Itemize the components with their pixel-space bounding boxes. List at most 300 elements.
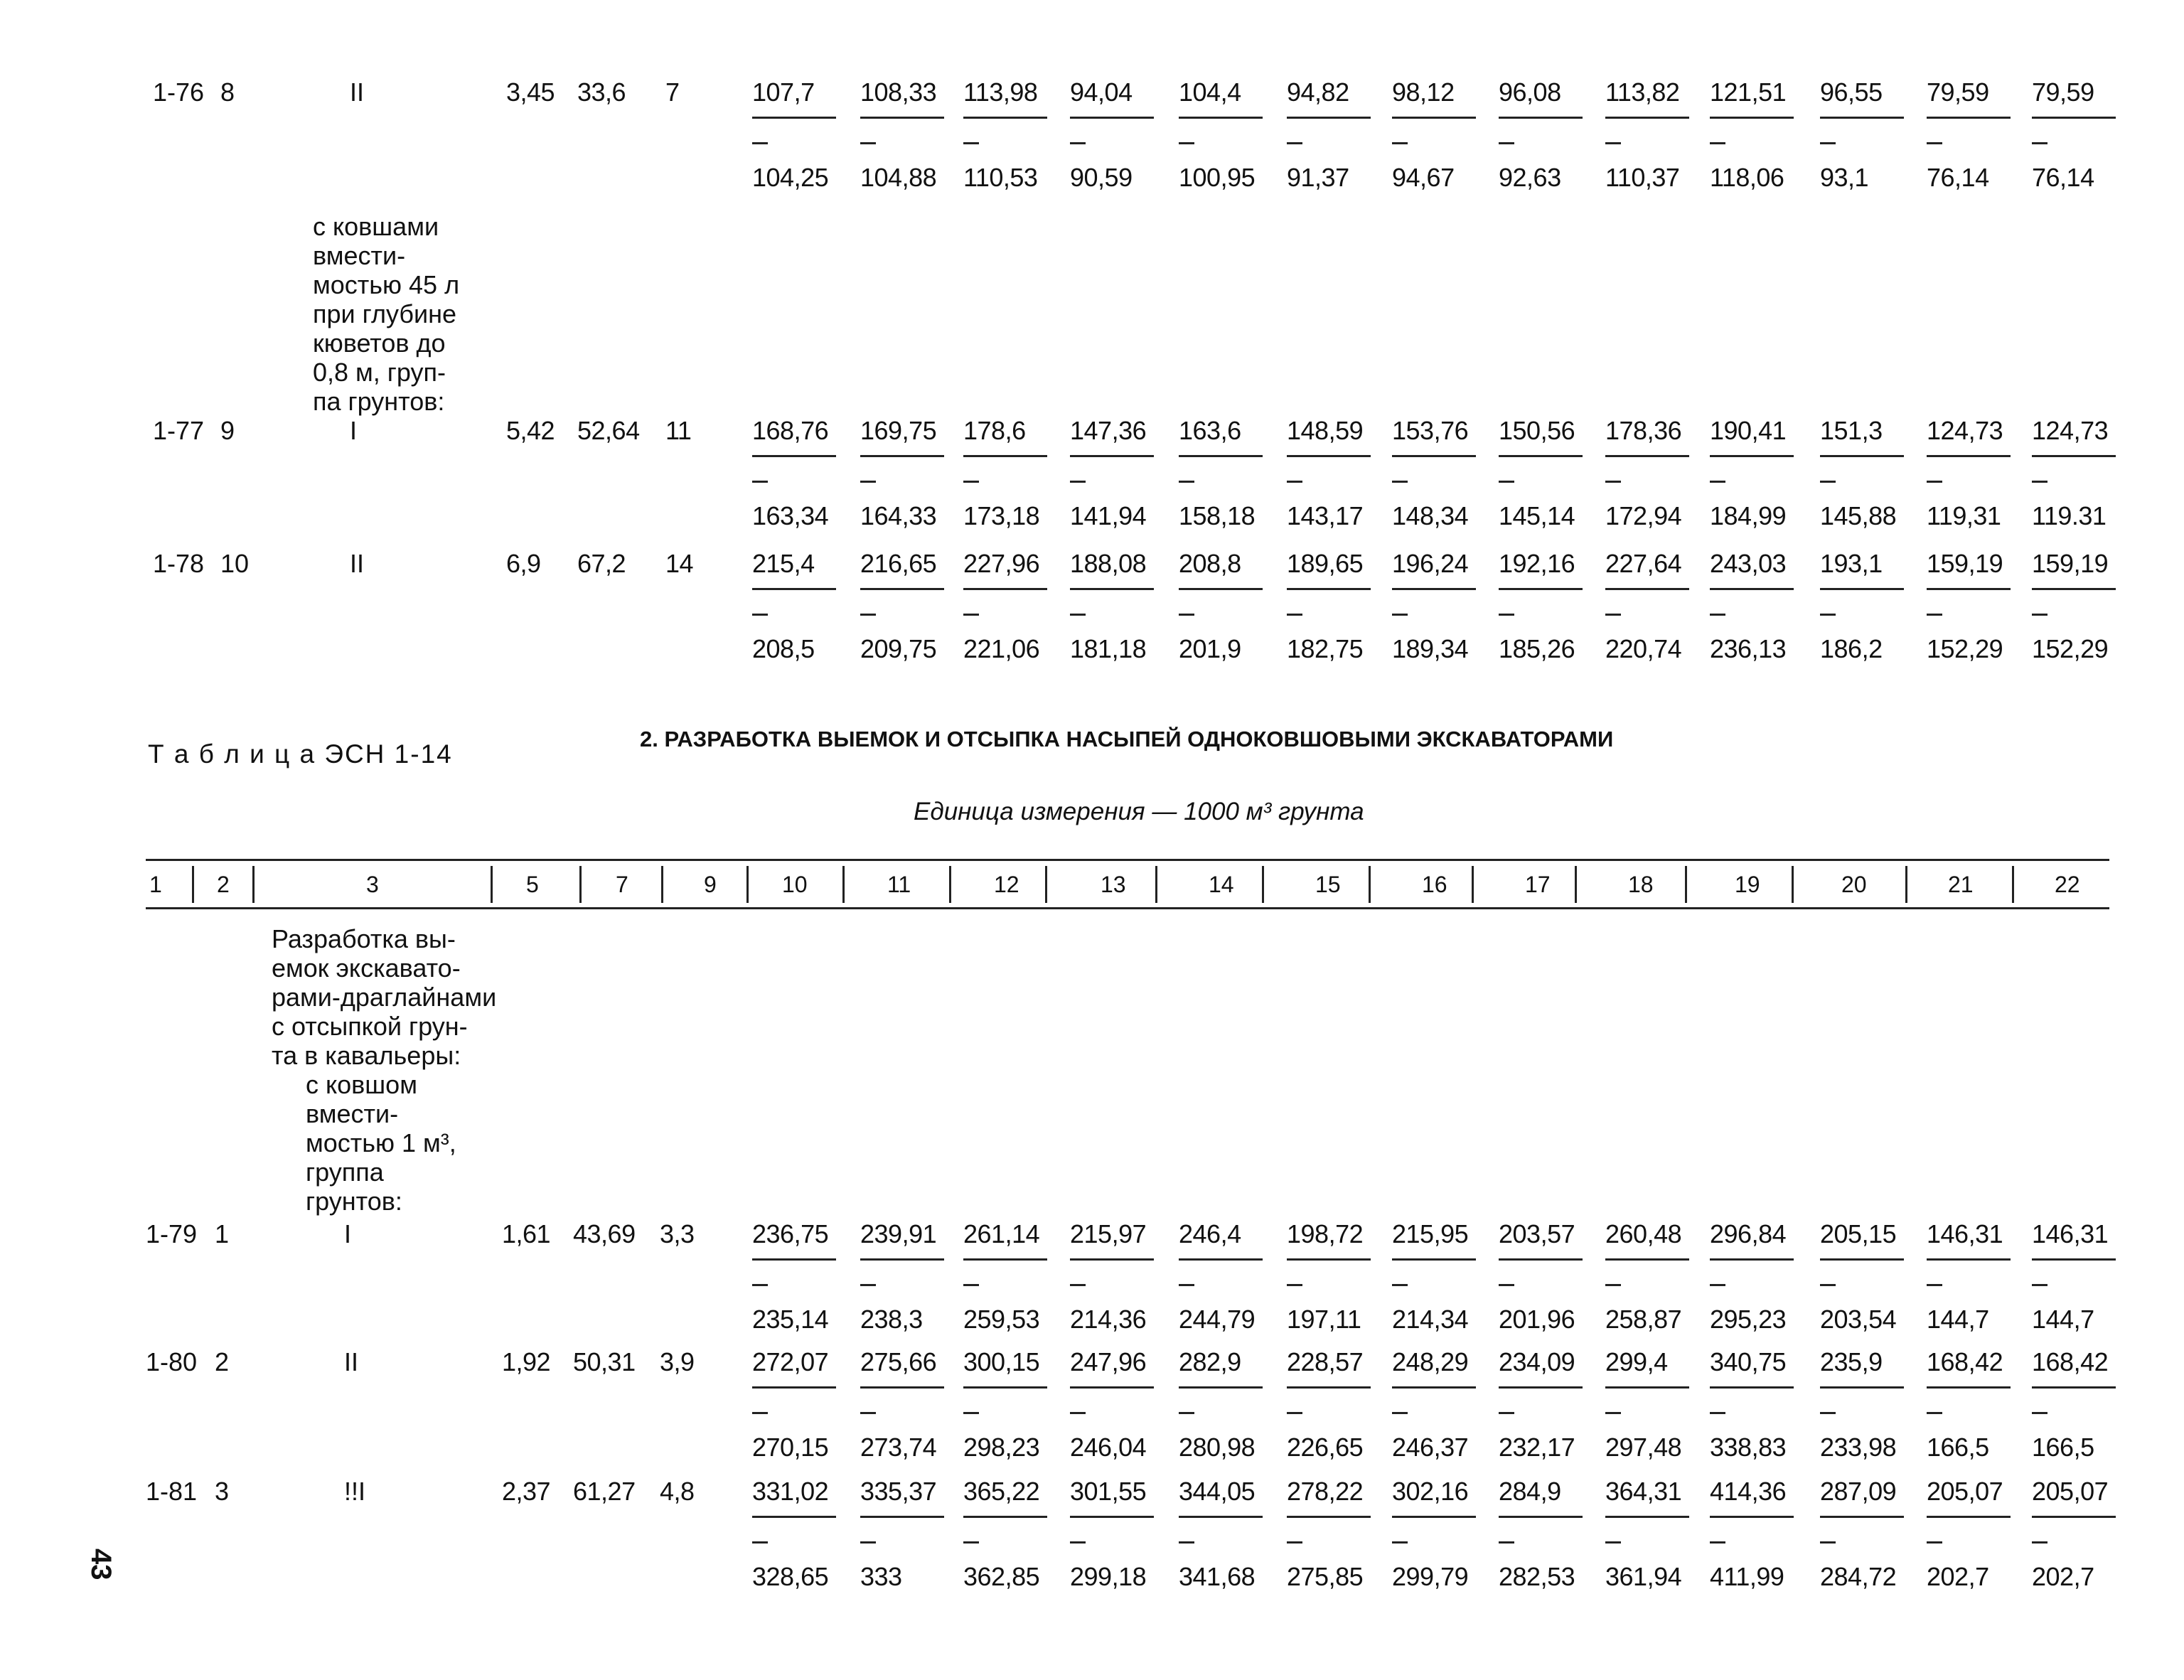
minus-sign xyxy=(1179,1541,1194,1543)
value-numerator: 205,07 xyxy=(2032,1477,2109,1506)
row-code: 1-79 xyxy=(146,1219,198,1248)
fraction-bar xyxy=(1179,455,1263,457)
fraction-bar xyxy=(1179,1516,1263,1518)
header-divider xyxy=(2012,866,2014,903)
col-9-value: 11 xyxy=(665,416,692,445)
fraction-bar xyxy=(752,1258,836,1261)
header-divider xyxy=(1472,866,1474,903)
value-numerator: 169,75 xyxy=(860,416,937,445)
header-divider xyxy=(1262,866,1264,903)
fraction-bar xyxy=(1499,588,1583,590)
value-denominator: 208,5 xyxy=(752,634,815,663)
fraction-bar xyxy=(752,1386,836,1389)
header-divider xyxy=(746,866,749,903)
fraction-bar xyxy=(1820,588,1904,590)
value-denominator: 233,98 xyxy=(1820,1433,1897,1462)
value-denominator: 173,18 xyxy=(963,501,1040,530)
desc-line: та в кавальеры: xyxy=(272,1041,461,1070)
minus-sign xyxy=(1499,1412,1514,1414)
value-numerator: 205,07 xyxy=(1927,1477,2003,1506)
value-numerator: 124,73 xyxy=(1927,416,2003,445)
fraction-bar xyxy=(1710,1386,1794,1389)
fraction-bar xyxy=(1287,1386,1371,1389)
row-code: 1-77 xyxy=(153,416,205,445)
minus-sign xyxy=(1287,1284,1302,1286)
col-5-value: 3,45 xyxy=(506,77,555,107)
header-col: 22 xyxy=(2055,872,2080,897)
col-9-value: 14 xyxy=(665,549,694,578)
value-denominator: 259,53 xyxy=(963,1305,1040,1334)
row-number: 2 xyxy=(215,1347,230,1376)
value-denominator: 411,99 xyxy=(1710,1562,1784,1591)
value-numerator: 108,33 xyxy=(860,77,937,107)
col-9-value: 7 xyxy=(665,77,680,107)
minus-sign xyxy=(2032,614,2048,616)
value-denominator: 246,04 xyxy=(1070,1433,1147,1462)
fraction-bar xyxy=(963,1258,1047,1261)
desc-line: мостью 1 м³, xyxy=(306,1128,456,1157)
value-denominator: 172,94 xyxy=(1605,501,1682,530)
minus-sign xyxy=(963,481,979,483)
fraction-bar xyxy=(1070,1386,1154,1389)
value-denominator: 152,29 xyxy=(2032,634,2109,663)
fraction-bar xyxy=(2032,1386,2116,1389)
header-divider xyxy=(661,866,663,903)
minus-sign xyxy=(1605,614,1621,616)
value-denominator: 182,75 xyxy=(1287,634,1364,663)
soil-group: II xyxy=(350,549,365,578)
fraction-bar xyxy=(1392,1386,1476,1389)
value-numerator: 364,31 xyxy=(1605,1477,1682,1506)
fraction-bar xyxy=(2032,1516,2116,1518)
value-denominator: 145,88 xyxy=(1820,501,1897,530)
soil-group: II xyxy=(350,77,365,107)
fraction-bar xyxy=(860,1386,944,1389)
header-top-rule xyxy=(146,859,2109,861)
minus-sign xyxy=(2032,1541,2048,1543)
value-denominator: 144,7 xyxy=(1927,1305,1989,1334)
value-denominator: 362,85 xyxy=(963,1562,1040,1591)
header-col: 18 xyxy=(1628,872,1654,897)
value-numerator: 124,73 xyxy=(2032,416,2109,445)
desc-line: при глубине xyxy=(313,299,457,328)
value-denominator: 298,23 xyxy=(963,1433,1040,1462)
value-denominator: 119,31 xyxy=(1927,501,2001,530)
header-divider xyxy=(949,866,951,903)
header-col: 9 xyxy=(704,872,717,897)
fraction-bar xyxy=(860,455,944,457)
value-denominator: 299,18 xyxy=(1070,1562,1147,1591)
row-code: 1-81 xyxy=(146,1477,198,1506)
minus-sign xyxy=(860,1284,876,1286)
row-code: 1-80 xyxy=(146,1347,198,1376)
minus-sign xyxy=(1710,614,1725,616)
value-denominator: 91,37 xyxy=(1287,163,1349,192)
value-numerator: 178,36 xyxy=(1605,416,1682,445)
value-numerator: 414,36 xyxy=(1710,1477,1787,1506)
desc-line: па грунтов: xyxy=(313,387,445,416)
fraction-bar xyxy=(1605,1386,1689,1389)
fraction-bar xyxy=(2032,117,2116,119)
value-numerator: 215,97 xyxy=(1070,1219,1147,1248)
section-title: 2. РАЗРАБОТКА ВЫЕМОК И ОТСЫПКА НАСЫПЕЙ ОДНОКОВШОВЫМИ ЭКСКАВАТОРАМИ xyxy=(640,727,1614,751)
minus-sign xyxy=(1392,481,1408,483)
minus-sign xyxy=(752,1284,768,1286)
value-denominator: 202,7 xyxy=(2032,1562,2094,1591)
fraction-bar xyxy=(1710,1258,1794,1261)
top-description xyxy=(313,212,459,416)
minus-sign xyxy=(963,614,979,616)
minus-sign xyxy=(1179,614,1194,616)
col-5-value: 1,61 xyxy=(502,1219,551,1248)
desc-line: емок экскавато- xyxy=(272,953,461,983)
value-denominator: 202,7 xyxy=(1927,1562,1989,1591)
value-denominator: 189,34 xyxy=(1392,634,1469,663)
value-denominator: 221,06 xyxy=(963,634,1040,663)
header-divider xyxy=(842,866,845,903)
value-numerator: 113,98 xyxy=(963,77,1038,107)
fraction-bar xyxy=(1605,1516,1689,1518)
fraction-bar xyxy=(963,1386,1047,1389)
col-9-value: 4,8 xyxy=(660,1477,695,1506)
value-numerator: 228,57 xyxy=(1287,1347,1364,1376)
minus-sign xyxy=(1499,481,1514,483)
fraction-bar xyxy=(1927,588,2011,590)
fraction-bar xyxy=(1710,455,1794,457)
value-numerator: 192,16 xyxy=(1499,549,1575,578)
fraction-bar xyxy=(1287,1516,1371,1518)
row-code: 1-78 xyxy=(153,549,205,578)
value-numerator: 163,6 xyxy=(1179,416,1241,445)
fraction-bar xyxy=(1070,1516,1154,1518)
value-denominator: 258,87 xyxy=(1605,1305,1682,1334)
header-col: 1 xyxy=(149,872,162,897)
value-numerator: 168,42 xyxy=(1927,1347,2003,1376)
fraction-bar xyxy=(1499,1258,1583,1261)
fraction-bar xyxy=(1820,455,1904,457)
minus-sign xyxy=(1499,142,1514,144)
value-numerator: 335,37 xyxy=(860,1477,937,1506)
header-col: 7 xyxy=(616,872,628,897)
minus-sign xyxy=(1070,614,1086,616)
value-denominator: 209,75 xyxy=(860,634,937,663)
value-denominator: 141,94 xyxy=(1070,501,1147,530)
header-divider xyxy=(192,866,194,903)
minus-sign xyxy=(1499,614,1514,616)
value-denominator: 214,36 xyxy=(1070,1305,1147,1334)
value-denominator: 186,2 xyxy=(1820,634,1883,663)
value-numerator: 205,15 xyxy=(1820,1219,1897,1248)
row-number: 1 xyxy=(215,1219,230,1248)
value-numerator: 94,04 xyxy=(1070,77,1133,107)
value-numerator: 150,56 xyxy=(1499,416,1575,445)
fraction-bar xyxy=(2032,1258,2116,1261)
value-denominator: 197,11 xyxy=(1287,1305,1361,1334)
minus-sign xyxy=(1070,481,1086,483)
col-7-value: 67,2 xyxy=(577,549,626,578)
value-denominator: 145,14 xyxy=(1499,501,1575,530)
fraction-bar xyxy=(1392,455,1476,457)
col-7-value: 52,64 xyxy=(577,416,640,445)
value-numerator: 215,4 xyxy=(752,549,815,578)
minus-sign xyxy=(1392,142,1408,144)
value-denominator: 144,7 xyxy=(2032,1305,2094,1334)
fraction-bar xyxy=(752,455,836,457)
minus-sign xyxy=(1820,142,1836,144)
minus-sign xyxy=(963,1541,979,1543)
value-numerator: 190,41 xyxy=(1710,416,1787,445)
desc-line: кюветов до xyxy=(313,328,446,358)
row-code: 1-76 xyxy=(153,77,205,107)
value-denominator: 270,15 xyxy=(752,1433,829,1462)
desc-line: с ковшами xyxy=(313,212,439,241)
value-denominator: 297,48 xyxy=(1605,1433,1682,1462)
value-numerator: 302,16 xyxy=(1392,1477,1469,1506)
fraction-bar xyxy=(1927,117,2011,119)
header-divider xyxy=(1792,866,1794,903)
header-divider xyxy=(579,866,582,903)
fraction-bar xyxy=(963,588,1047,590)
fraction-bar xyxy=(1927,455,2011,457)
col-5-value: 2,37 xyxy=(502,1477,551,1506)
value-numerator: 151,3 xyxy=(1820,416,1883,445)
value-numerator: 159,19 xyxy=(2032,549,2109,578)
value-numerator: 215,95 xyxy=(1392,1219,1469,1248)
value-numerator: 331,02 xyxy=(752,1477,829,1506)
minus-sign xyxy=(752,614,768,616)
minus-sign xyxy=(2032,1412,2048,1414)
minus-sign xyxy=(1927,1284,1942,1286)
value-numerator: 272,07 xyxy=(752,1347,829,1376)
minus-sign xyxy=(1287,1541,1302,1543)
fraction-bar xyxy=(2032,588,2116,590)
minus-sign xyxy=(1710,1541,1725,1543)
value-denominator: 119.31 xyxy=(2032,501,2107,530)
value-denominator: 76,14 xyxy=(1927,163,1989,192)
value-denominator: 104,88 xyxy=(860,163,937,192)
value-numerator: 168,76 xyxy=(752,416,829,445)
value-denominator: 93,1 xyxy=(1820,163,1869,192)
minus-sign xyxy=(1179,1412,1194,1414)
value-denominator: 282,53 xyxy=(1499,1562,1575,1591)
value-denominator: 333 xyxy=(860,1562,902,1591)
desc-line: с ковшом xyxy=(306,1070,417,1099)
value-numerator: 121,51 xyxy=(1710,77,1787,107)
minus-sign xyxy=(1392,614,1408,616)
fraction-bar xyxy=(1287,455,1371,457)
value-denominator: 235,14 xyxy=(752,1305,829,1334)
fraction-bar xyxy=(1287,1258,1371,1261)
value-numerator: 248,29 xyxy=(1392,1347,1469,1376)
value-numerator: 159,19 xyxy=(1927,549,2003,578)
value-numerator: 227,96 xyxy=(963,549,1040,578)
minus-sign xyxy=(1070,1284,1086,1286)
fraction-bar xyxy=(752,588,836,590)
fraction-bar xyxy=(860,1516,944,1518)
header-col: 12 xyxy=(994,872,1019,897)
value-numerator: 235,9 xyxy=(1820,1347,1883,1376)
value-denominator: 92,63 xyxy=(1499,163,1561,192)
row-number: 3 xyxy=(215,1477,230,1506)
value-numerator: 104,4 xyxy=(1179,77,1241,107)
value-denominator: 295,23 xyxy=(1710,1305,1787,1334)
col-7-value: 50,31 xyxy=(573,1347,636,1376)
desc-line: вмести- xyxy=(313,241,406,270)
value-denominator: 90,59 xyxy=(1070,163,1133,192)
fraction-bar xyxy=(752,1516,836,1518)
minus-sign xyxy=(1710,1412,1725,1414)
value-numerator: 113,82 xyxy=(1605,77,1680,107)
value-denominator: 148,34 xyxy=(1392,501,1469,530)
desc-line: грунтов: xyxy=(306,1187,402,1216)
fraction-bar xyxy=(1605,1258,1689,1261)
minus-sign xyxy=(1605,142,1621,144)
minus-sign xyxy=(1710,142,1725,144)
value-denominator: 220,74 xyxy=(1605,634,1682,663)
value-numerator: 260,48 xyxy=(1605,1219,1682,1248)
header-divider xyxy=(252,866,255,903)
value-numerator: 296,84 xyxy=(1710,1219,1787,1248)
row-number: 10 xyxy=(220,549,250,578)
value-denominator: 214,34 xyxy=(1392,1305,1469,1334)
value-denominator: 361,94 xyxy=(1605,1562,1682,1591)
minus-sign xyxy=(860,142,876,144)
value-numerator: 234,09 xyxy=(1499,1347,1575,1376)
header-col: 17 xyxy=(1525,872,1551,897)
value-denominator: 185,26 xyxy=(1499,634,1575,663)
value-numerator: 284,9 xyxy=(1499,1477,1561,1506)
minus-sign xyxy=(1927,1541,1942,1543)
minus-sign xyxy=(752,1541,768,1543)
fraction-bar xyxy=(1820,1386,1904,1389)
minus-sign xyxy=(1179,142,1194,144)
fraction-bar xyxy=(963,455,1047,457)
value-denominator: 110,53 xyxy=(963,163,1038,192)
value-numerator: 178,6 xyxy=(963,416,1026,445)
col-7-value: 43,69 xyxy=(573,1219,636,1248)
value-denominator: 163,34 xyxy=(752,501,829,530)
fraction-bar xyxy=(1499,1386,1583,1389)
value-numerator: 243,03 xyxy=(1710,549,1787,578)
minus-sign xyxy=(1499,1541,1514,1543)
fraction-bar xyxy=(1287,588,1371,590)
fraction-bar xyxy=(1927,1386,2011,1389)
minus-sign xyxy=(1605,481,1621,483)
value-denominator: 328,65 xyxy=(752,1562,829,1591)
fraction-bar xyxy=(1070,1258,1154,1261)
value-denominator: 299,79 xyxy=(1392,1562,1469,1591)
fraction-bar xyxy=(963,1516,1047,1518)
fraction-bar xyxy=(1392,1258,1476,1261)
value-numerator: 227,64 xyxy=(1605,549,1682,578)
value-denominator: 203,54 xyxy=(1820,1305,1897,1334)
value-numerator: 278,22 xyxy=(1287,1477,1364,1506)
value-numerator: 198,72 xyxy=(1287,1219,1364,1248)
fraction-bar xyxy=(1070,117,1154,119)
value-numerator: 365,22 xyxy=(963,1477,1040,1506)
value-denominator: 104,25 xyxy=(752,163,829,192)
value-numerator: 79,59 xyxy=(2032,77,2094,107)
value-numerator: 340,75 xyxy=(1710,1347,1787,1376)
value-numerator: 239,91 xyxy=(860,1219,937,1248)
row-number: 9 xyxy=(220,416,235,445)
value-numerator: 236,75 xyxy=(752,1219,829,1248)
value-numerator: 153,76 xyxy=(1392,416,1469,445)
minus-sign xyxy=(1179,481,1194,483)
col-9-value: 3,3 xyxy=(660,1219,695,1248)
value-denominator: 244,79 xyxy=(1179,1305,1256,1334)
value-denominator: 236,13 xyxy=(1710,634,1787,663)
fraction-bar xyxy=(963,117,1047,119)
col-5-value: 5,42 xyxy=(506,416,555,445)
fraction-bar xyxy=(1927,1258,2011,1261)
value-numerator: 94,82 xyxy=(1287,77,1349,107)
value-numerator: 216,65 xyxy=(860,549,937,578)
fraction-bar xyxy=(1710,588,1794,590)
header-divider xyxy=(1685,866,1687,903)
minus-sign xyxy=(963,1284,979,1286)
value-denominator: 76,14 xyxy=(2032,163,2094,192)
value-denominator: 338,83 xyxy=(1710,1433,1787,1462)
col-7-value: 61,27 xyxy=(573,1477,636,1506)
fraction-bar xyxy=(1179,1386,1263,1389)
minus-sign xyxy=(1287,1412,1302,1414)
fraction-bar xyxy=(1070,588,1154,590)
fraction-bar xyxy=(1070,455,1154,457)
minus-sign xyxy=(860,614,876,616)
value-numerator: 287,09 xyxy=(1820,1477,1897,1506)
fraction-bar xyxy=(1605,588,1689,590)
value-denominator: 273,74 xyxy=(860,1433,937,1462)
value-numerator: 344,05 xyxy=(1179,1477,1256,1506)
header-divider xyxy=(1905,866,1907,903)
minus-sign xyxy=(860,481,876,483)
value-numerator: 188,08 xyxy=(1070,549,1147,578)
value-numerator: 193,1 xyxy=(1820,549,1883,578)
value-denominator: 201,96 xyxy=(1499,1305,1575,1334)
value-denominator: 143,17 xyxy=(1287,501,1364,530)
minus-sign xyxy=(2032,142,2048,144)
value-denominator: 246,37 xyxy=(1392,1433,1469,1462)
minus-sign xyxy=(1392,1284,1408,1286)
minus-sign xyxy=(1070,1412,1086,1414)
fraction-bar xyxy=(860,117,944,119)
value-denominator: 100,95 xyxy=(1179,163,1256,192)
fraction-bar xyxy=(1605,117,1689,119)
minus-sign xyxy=(1820,614,1836,616)
fraction-bar xyxy=(1499,117,1583,119)
header-col: 20 xyxy=(1841,872,1867,897)
value-numerator: 148,59 xyxy=(1287,416,1364,445)
fraction-bar xyxy=(1179,1258,1263,1261)
header-col: 19 xyxy=(1735,872,1760,897)
header-divider xyxy=(491,866,493,903)
value-numerator: 203,57 xyxy=(1499,1219,1575,1248)
header-col: 11 xyxy=(887,872,911,897)
minus-sign xyxy=(1392,1541,1408,1543)
fraction-bar xyxy=(1927,1516,2011,1518)
value-numerator: 98,12 xyxy=(1392,77,1455,107)
minus-sign xyxy=(860,1541,876,1543)
value-numerator: 275,66 xyxy=(860,1347,937,1376)
minus-sign xyxy=(963,1412,979,1414)
header-bottom-rule xyxy=(146,907,2109,909)
value-denominator: 238,3 xyxy=(860,1305,923,1334)
value-denominator: 118,06 xyxy=(1710,163,1784,192)
minus-sign xyxy=(1820,1541,1836,1543)
value-denominator: 94,67 xyxy=(1392,163,1455,192)
minus-sign xyxy=(1605,1541,1621,1543)
